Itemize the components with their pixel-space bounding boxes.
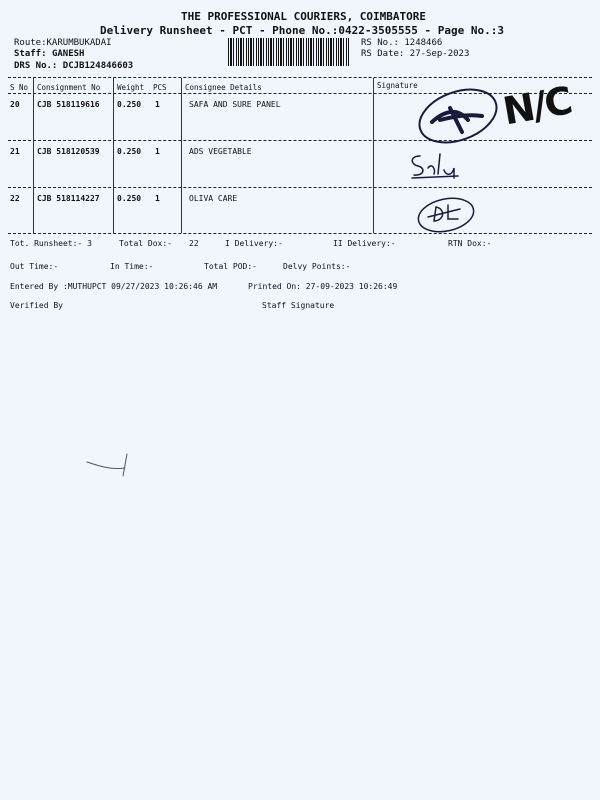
rs-no-label: RS No.: [361,38,399,48]
row-pcs: 1 [155,147,160,156]
staff-label: Staff: [14,49,47,59]
header-signature: Signature [377,81,418,90]
drs-value: DCJB124846603 [62,61,134,71]
row-consignee: OLIVA CARE [189,194,238,203]
company-title: THE PROFESSIONAL COURIERS, COIMBATORE [181,10,427,23]
staff-value: GANESH [51,49,85,59]
barcode [228,38,350,66]
total-dox-label: Total Dox:- [119,239,172,248]
handwritten-nc-note: N/C [499,78,574,134]
row-weight: 0.250 [117,194,142,203]
col-line [373,78,374,233]
route-value: KARUMBUKADAI [46,38,112,48]
row-rule-3 [8,233,592,234]
col-line [181,78,182,233]
table-top-rule [8,77,592,78]
row-consignee: SAFA AND SURE PANEL [189,100,281,109]
drs-line [14,61,133,71]
signature-scribble-row3 [414,195,484,235]
row-consignee: ADS VEGETABLE [189,147,252,156]
drs-label: DRS No.: [14,61,58,71]
ii-delivery: II Delivery:- [333,239,396,248]
rtn-dox: RTN Dox:- [448,239,492,248]
delvy-points: Delvy Points:- [283,262,351,271]
staff-line [14,49,84,59]
total-dox-value: 22 [189,239,199,248]
header-sno: S No [10,83,29,92]
row-sno: 20 [10,100,20,109]
row-pcs: 1 [155,194,160,203]
signature-scribble-row2 [408,150,478,182]
row-sno: 21 [10,147,20,156]
row-consignment: CJB 518119616 [37,100,100,109]
tot-runsheet: Tot. Runsheet:- 3 [10,239,92,248]
col-line [113,78,114,233]
verified-by: Verified By [10,301,63,310]
out-time: Out Time:- [10,262,59,271]
row-consignment: CJB 518114227 [37,194,100,203]
rs-date-line [361,49,469,59]
entered-by: Entered By :MUTHUPCT 09/27/2023 10:26:46 AM [10,282,218,291]
row-pcs: 1 [155,100,160,109]
runsheet-subtitle: Delivery Runsheet - PCT - Phone No.:0422-3505555 - Page No.:3 [100,24,504,37]
header-consignment: Consignment No [37,83,101,92]
header-pcs: PCS [153,83,167,92]
row-rule-2 [8,187,592,188]
staff-signature: Staff Signature [262,301,335,310]
row-weight: 0.250 [117,147,142,156]
row-consignment: CJB 518120539 [37,147,100,156]
printed-on: Printed On: 27-09-2023 10:26:49 [248,282,398,291]
row-sno: 22 [10,194,20,203]
in-time: In Time:- [110,262,154,271]
row-weight: 0.250 [117,100,142,109]
rs-no-line [361,38,442,48]
i-delivery: I Delivery:- [225,239,283,248]
route-label: Route: [14,38,47,48]
route-line [14,38,112,48]
header-consignee: Consignee Details [185,83,262,92]
rs-date-label: RS Date: [361,49,405,59]
col-line [33,78,34,233]
rs-no-value: 1248466 [404,38,443,48]
stray-pen-mark [85,450,155,480]
total-pod: Total POD:- [204,262,257,271]
header-weight: Weight [117,83,145,92]
rs-date-value: 27-Sep-2023 [409,49,470,59]
